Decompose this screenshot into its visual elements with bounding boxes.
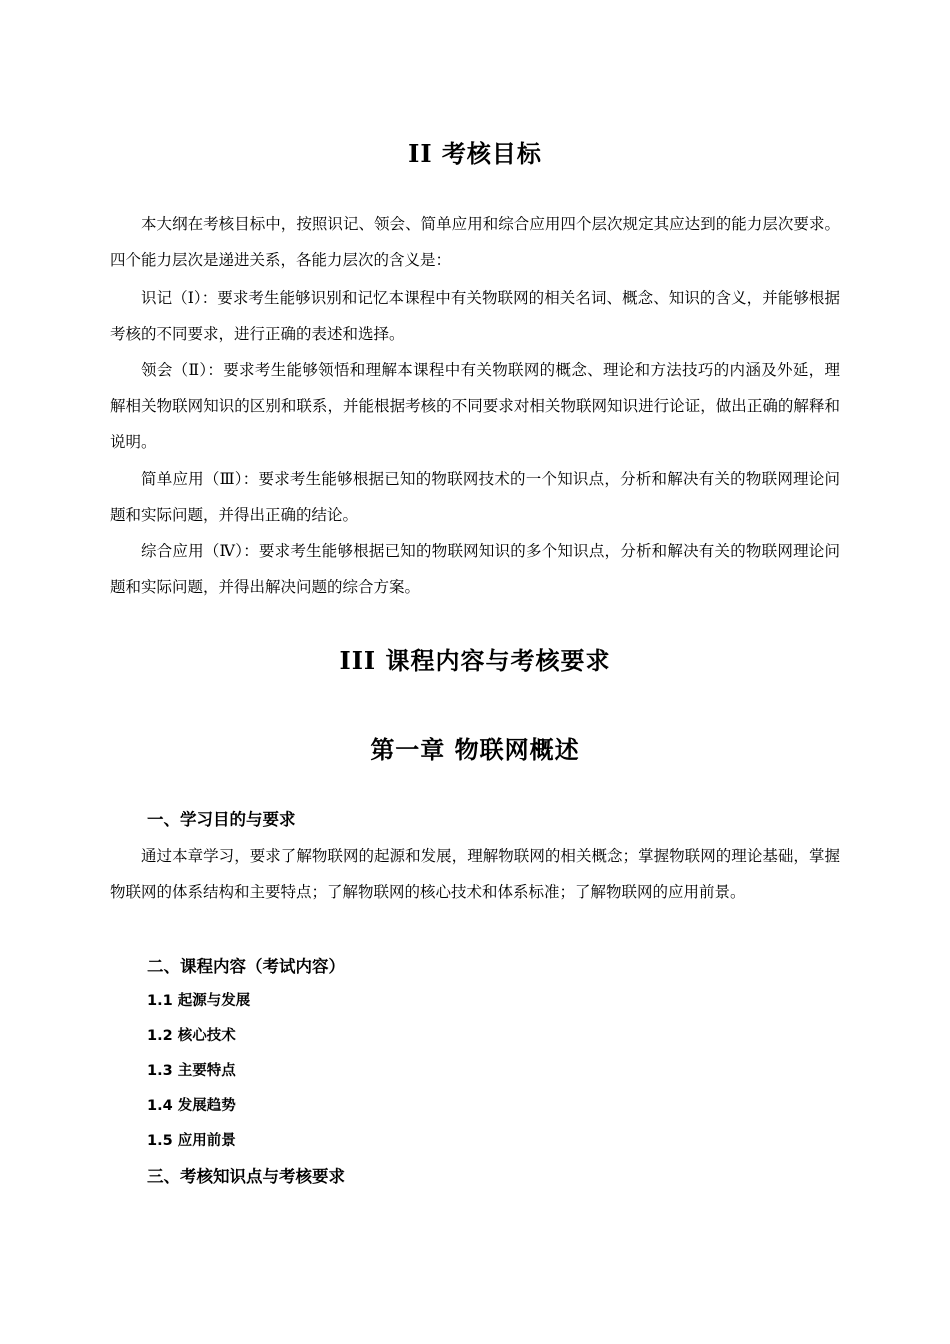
content-item: 1.4 发展趋势 [147, 1098, 236, 1114]
content-item: 1.2 核心技术 [147, 1028, 236, 1044]
chapter-title: 第一章 物联网概述 [370, 735, 580, 764]
paragraph-simple-application: 简单应用（Ⅲ）：要求考生能够根据已知的物联网技术的一个知识点，分析和解决有关的物联网理论问题和实际问题，并得出正确的结论。 [110, 470, 840, 524]
paragraph-comprehend: 领会（Ⅱ）：要求考生能够领悟和理解本课程中有关物联网的概念、理论和方法技巧的内涵及外延，理解相关物联网知识的区别和联系，并能根据考核的不同要求对相关物联网知识进行论证，做出正确的解释和说明。 [110, 361, 840, 451]
paragraph-recall: 识记（Ⅰ）：要求考生能够识别和记忆本课程中有关物联网的相关名词、概念、知识的含义，并能够根据考核的不同要求，进行正确的表述和选择。 [110, 289, 840, 343]
section-title-course-content: III 课程内容与考核要求 [339, 646, 611, 675]
subheading-course-content: 二、课程内容（考试内容） [147, 957, 345, 976]
subheading-assessment-points: 三、考核知识点与考核要求 [147, 1167, 345, 1186]
section-title-assessment-goals: II 考核目标 [408, 139, 542, 168]
paragraph-intro: 本大纲在考核目标中，按照识记、领会、简单应用和综合应用四个层次规定其应达到的能力层次要求。四个能力层次是递进关系，各能力层次的含义是： [110, 215, 840, 269]
content-item: 1.1 起源与发展 [147, 993, 251, 1009]
paragraph-learning-goals: 通过本章学习，要求了解物联网的起源和发展，理解物联网的相关概念；掌握物联网的理论基础，掌握物联网的体系结构和主要特点；了解物联网的核心技术和体系标准；了解物联网的应用前景。 [110, 847, 840, 901]
paragraph-comprehensive-application: 综合应用（Ⅳ）：要求考生能够根据已知的物联网知识的多个知识点，分析和解决有关的物联网理论问题和实际问题，并得出解决问题的综合方案。 [110, 542, 840, 596]
content-item: 1.3 主要特点 [147, 1063, 236, 1079]
content-item: 1.5 应用前景 [147, 1133, 236, 1149]
subheading-learning-goals: 一、学习目的与要求 [147, 810, 296, 829]
